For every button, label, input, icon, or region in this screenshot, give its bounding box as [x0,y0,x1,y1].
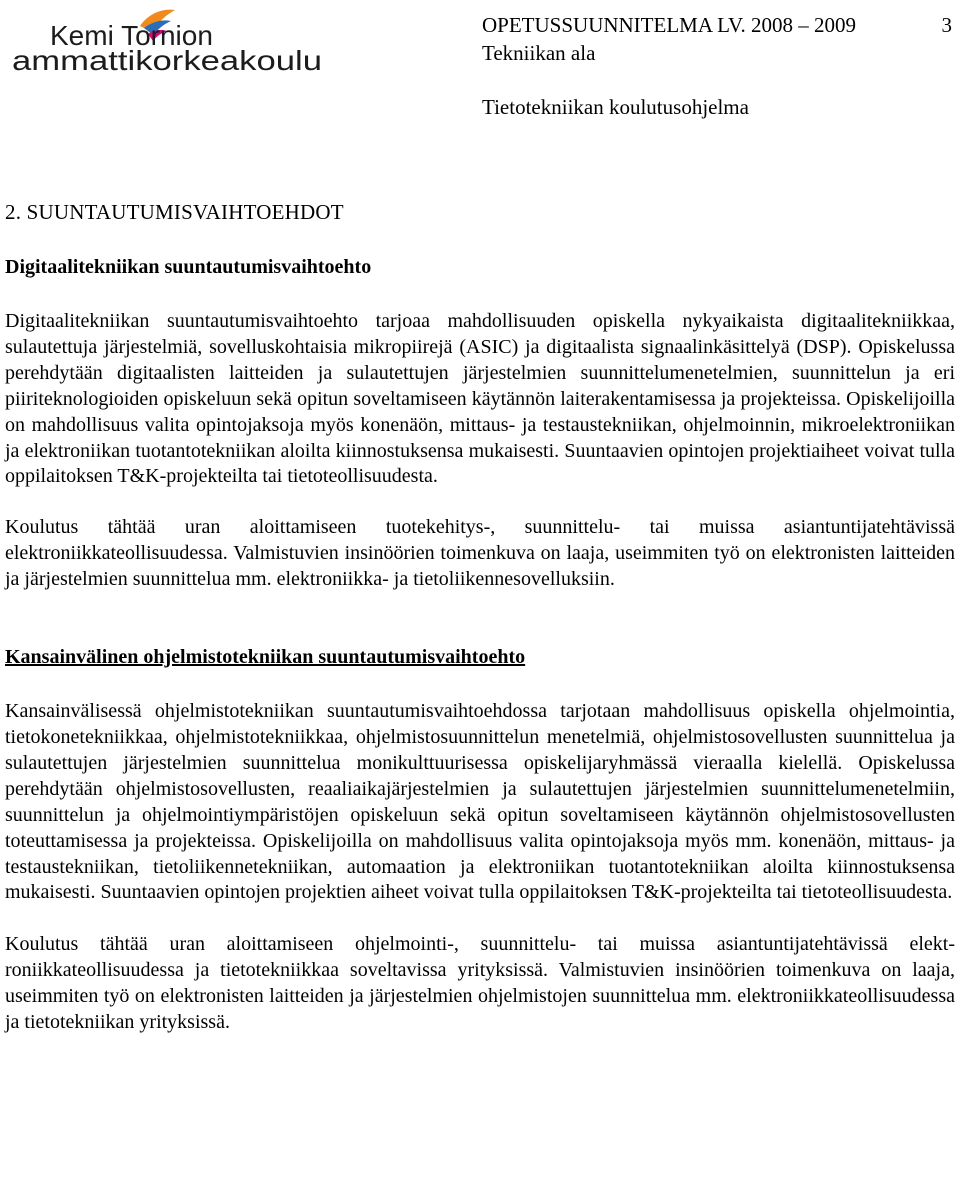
software-heading: Kansainvälinen ohjelmistotekniikan suuntautumisvaihtoehto [5,646,526,669]
institution-logo [12,4,327,76]
page-number: 3 [941,13,952,37]
document-body [5,198,955,1036]
programme-name: Tietotekniikan koulutusohjelma [482,95,749,119]
software-paragraph-2: Koulutus tähtää uran aloittamiseen ohjelmointi-, suunnittelu- tai muissa asiantuntijatehtävissä elektroniikkateollisuudessa ja tietotekniikkaa soveltavissa yrityksissä. Valmistuvien insinöörien toimenkuva on laaja, useimmiten työ on elektronisten laitteiden ja järjestelmien ohjelmistojen suunnittelua mm. elektroniikkateollisuudessa ja tietotekniikan yrityksissä. [5,933,955,1034]
kemi-tornio-logo-graphic [12,4,327,76]
logo-line-2: ammattikorkeakoulu [12,45,322,76]
document-title: OPETUSSUUNNITELMA LV. 2008 – 2009 [482,13,856,37]
software-paragraph-1: Kansainvälisessä ohjelmistotekniikan suuntautumisvaihtoehdossa tarjotaan mahdollisuus opiskella ohjelmointia, tietokonetekniikkaa, ohjelmistotekniikkaa, ohjelmistosuunnittelun menetelmiä, ohjelmistosovellusten suunnittelua ja sulautettujen järjestelmien suunnittelua monikulttuurisessa opiskelijaryhmässä vieraalla kielellä. Opiskelussa perehdytään ohjelmistosovellusten, reaaliaikajärjestelmien ja sulautettujen järjestelmien suunnittelumenetelmiin, suunnittelun ja ohjelmointiympäristöjen opiskeluun sekä opitun soveltamiseen käytännön ohjelmistosovellusten toteuttamisessa ja projekteissa. Opiskelijoilla on mahdollisuus valita opintojaksoja myös mm. konenäön, mittaus- ja testaustekniikan, tietoliikennetekniikan, automaation ja elektroniikan tuotantotekniikan aloilta kiinnostuksensa mukaisesti. Suuntaavien opintojen projektien aiheet voivat tulla oppilaitoksen T&K-projekteilta tai tietoteollisuudesta. [5,700,955,904]
logo-line-1: Kemi Tornion [50,20,213,51]
digital-paragraph-1: Digitaalitekniikan suuntautumisvaihtoehto tarjoaa mahdollisuuden opiskella nykyaikaista digitaalitekniikkaa, sulautettuja järjestelmiä, sovelluskohtaisia mikropiirejä (ASIC) ja digitaalista signaalinkäsittelyä (DSP). Opiskelussa perehdytään digitaalisten laitteiden ja sulautettujen järjestelmien suunnittelumenetelmien, suunnittelun ja eri piiriteknologioiden opiskeluun sekä opitun soveltamiseen käytännön laiterakentamisessa ja projekteissa. Opiskelijoilla on mahdollisuus valita opintojaksoja myös konenäön, mittaus- ja testaustekniikan, ohjelmoinnin, mikroelektroniikan ja elektroniikan tuotantotekniikan aloilta kiinnostuksensa mukaisesti. Suuntaavien opintojen projektiaiheet voivat tulla oppilaitoksen T&K-projekteilta tai tietoteollisuudesta. [5,310,955,488]
section-heading: 2. SUUNTAUTUMISVAIHTOEHDOT [5,200,344,224]
field-name: Tekniikan ala [482,41,596,65]
digital-paragraph-2: Koulutus tähtää uran aloittamiseen tuotekehitys-, suunnittelu- tai muissa asiantuntijatehtävissä elektroniikkateollisuudessa. Valmistuvien insinöörien toimenkuva on laaja, useimmiten työ on elektronisten laitteiden ja järjestelmien suunnittelua mm. elektroniikka- ja tietoliikennesovelluksiin. [5,516,955,591]
digital-heading: Digitaalitekniikan suuntautumisvaihtoehto [5,256,372,278]
